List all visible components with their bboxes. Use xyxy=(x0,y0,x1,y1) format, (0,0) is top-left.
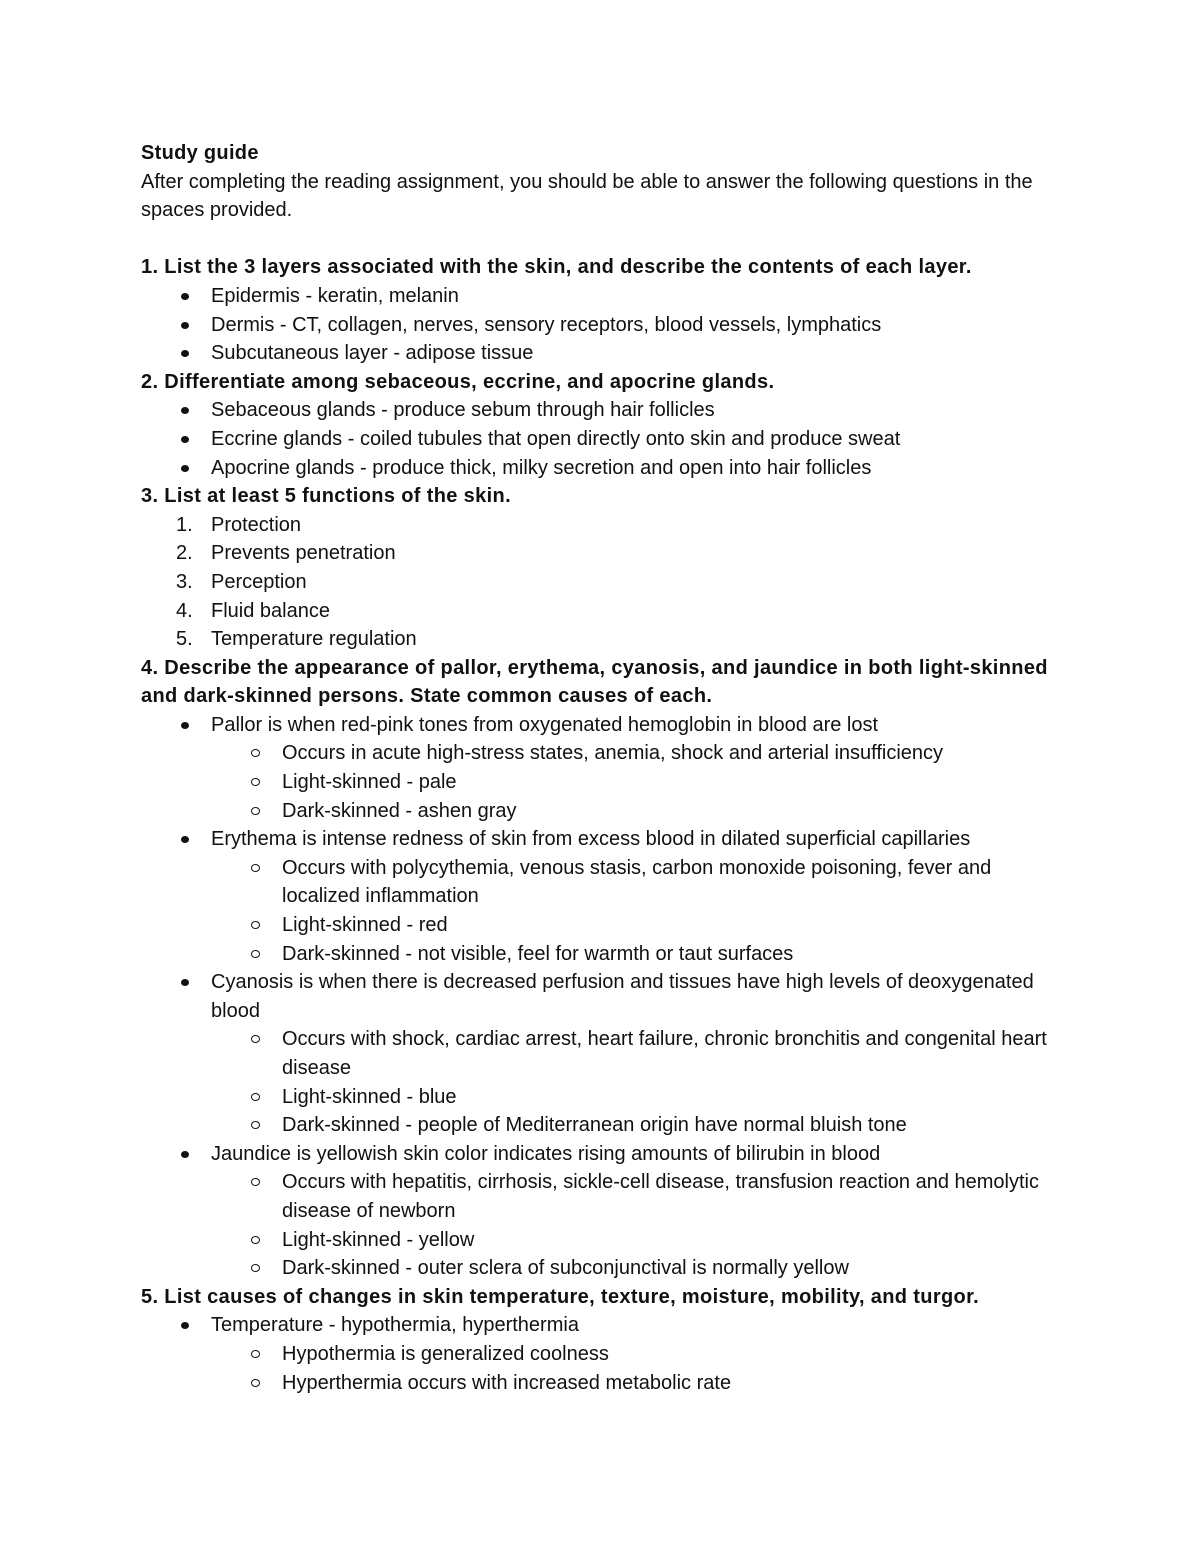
item-number: 2. xyxy=(176,542,193,565)
sub-list-item: Light-skinned - blue xyxy=(141,1083,1061,1112)
list-item: Sebaceous glands - produce sebum through hair follicles xyxy=(141,396,1061,425)
sub-list-item: Hyperthermia occurs with increased metabolic rate xyxy=(141,1369,1061,1398)
answer-list-3 xyxy=(141,511,1061,654)
sub-list-item: Dark-skinned - not visible, feel for warmth or taut surfaces xyxy=(141,940,1061,969)
list-item: Dermis - CT, collagen, nerves, sensory receptors, blood vessels, lymphatics xyxy=(141,311,1061,340)
answer-list-1 xyxy=(141,282,1061,368)
list-item-erythema: Erythema is intense redness of skin from excess blood in dilated superficial capillaries xyxy=(141,825,1061,854)
sub-list-item: Dark-skinned - ashen gray xyxy=(141,797,1061,826)
sub-list-item: Occurs with shock, cardiac arrest, heart failure, chronic bronchitis and congenital heart disease xyxy=(141,1025,1061,1082)
sub-list-item: Occurs in acute high-stress states, anemia, shock and arterial insufficiency xyxy=(141,739,1061,768)
item-text: Prevents penetration xyxy=(211,542,396,565)
blank-line xyxy=(141,225,1061,254)
list-item: Epidermis - keratin, melanin xyxy=(141,282,1061,311)
numbered-item xyxy=(141,568,1061,597)
answer-list-5 xyxy=(141,1311,1061,1397)
list-item: Subcutaneous layer - adipose tissue xyxy=(141,339,1061,368)
question-2: 2. Differentiate among sebaceous, eccrine, and apocrine glands. xyxy=(141,370,775,393)
numbered-item xyxy=(141,539,1061,568)
item-text: Fluid balance xyxy=(211,599,330,622)
item-text: Temperature regulation xyxy=(211,628,417,651)
sub-list-item: Dark-skinned - people of Mediterranean origin have normal bluish tone xyxy=(141,1111,1061,1140)
document-title: Study guide xyxy=(141,142,259,164)
list-item-cyanosis: Cyanosis is when there is decreased perfusion and tissues have high levels of deoxygenated blood xyxy=(141,968,1061,1025)
intro-paragraph: After completing the reading assignment, you should be able to answer the following questions in the spaces provided. xyxy=(141,170,1033,222)
list-item-pallor: Pallor is when red-pink tones from oxygenated hemoglobin in blood are lost xyxy=(141,711,1061,740)
item-number: 3. xyxy=(176,570,193,593)
item-number: 4. xyxy=(176,599,193,622)
numbered-item xyxy=(141,511,1061,540)
question-4: 4. Describe the appearance of pallor, erythema, cyanosis, and jaundice in both light-skinned and dark-skinned persons. State common causes of each. xyxy=(141,656,1048,708)
numbered-item xyxy=(141,597,1061,626)
sub-list-item: Hypothermia is generalized coolness xyxy=(141,1340,1061,1369)
sub-list-item: Light-skinned - yellow xyxy=(141,1226,1061,1255)
sub-list-item: Light-skinned - red xyxy=(141,911,1061,940)
question-5: 5. List causes of changes in skin temperature, texture, moisture, mobility, and turgor. xyxy=(141,1285,980,1308)
list-item-jaundice: Jaundice is yellowish skin color indicates rising amounts of bilirubin in blood xyxy=(141,1140,1061,1169)
item-text: Perception xyxy=(211,570,307,593)
document-page xyxy=(141,139,1061,1397)
sub-list-item: Light-skinned - pale xyxy=(141,768,1061,797)
answer-list-4 xyxy=(141,711,1061,1283)
sub-list-item: Occurs with hepatitis, cirrhosis, sickle-cell disease, transfusion reaction and hemolytic disease of newborn xyxy=(141,1168,1061,1225)
list-item-temperature: Temperature - hypothermia, hyperthermia xyxy=(141,1311,1061,1340)
numbered-item xyxy=(141,625,1061,654)
list-item: Apocrine glands - produce thick, milky secretion and open into hair follicles xyxy=(141,454,1061,483)
list-item: Eccrine glands - coiled tubules that open directly onto skin and produce sweat xyxy=(141,425,1061,454)
sub-list-item: Occurs with polycythemia, venous stasis, carbon monoxide poisoning, fever and localized inflammation xyxy=(141,854,1061,911)
item-number: 1. xyxy=(176,513,193,536)
item-text: Protection xyxy=(211,513,302,536)
question-3: 3. List at least 5 functions of the skin. xyxy=(141,485,511,508)
answer-list-2 xyxy=(141,396,1061,482)
sub-list-item: Dark-skinned - outer sclera of subconjunctival is normally yellow xyxy=(141,1254,1061,1283)
question-1: 1. List the 3 layers associated with the skin, and describe the contents of each layer. xyxy=(141,256,972,279)
item-number: 5. xyxy=(176,628,193,651)
